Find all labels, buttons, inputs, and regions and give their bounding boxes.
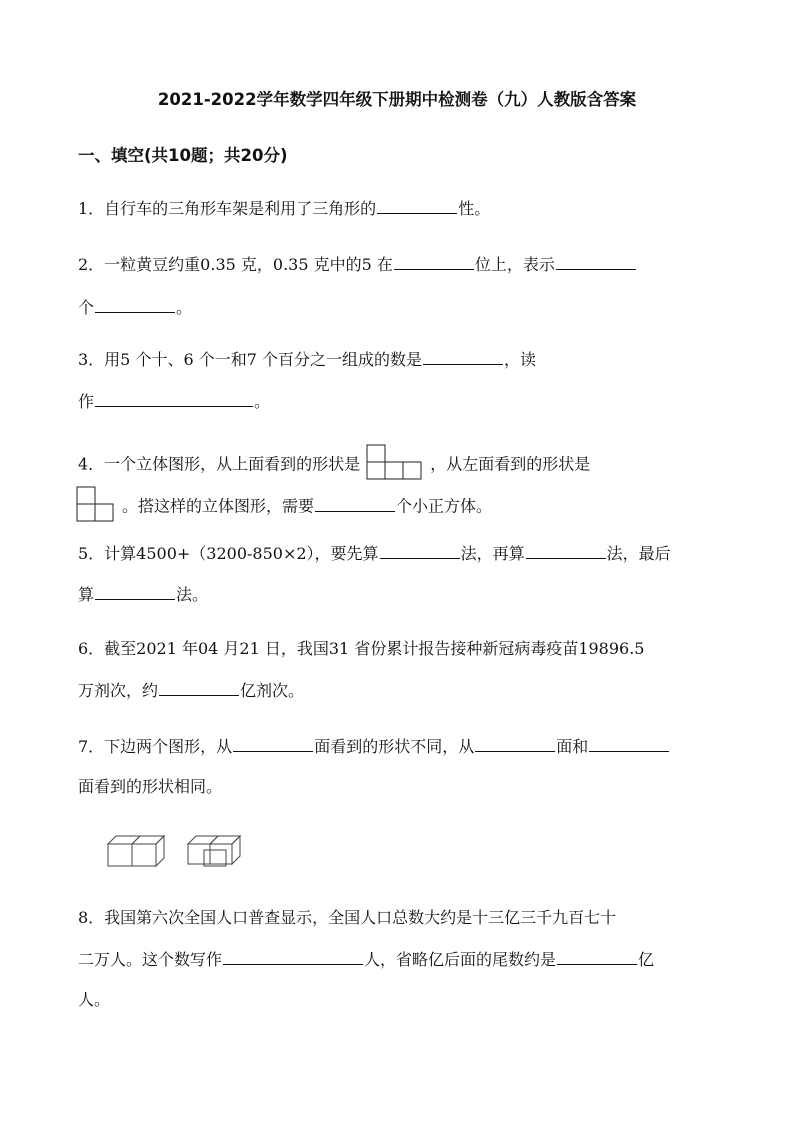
question-text: 算	[78, 585, 95, 604]
answer-blank[interactable]	[557, 948, 637, 965]
question-6-cont	[78, 679, 304, 701]
question-3-cont	[78, 390, 270, 412]
cube-figures	[106, 832, 246, 872]
question-text: 亿	[638, 950, 655, 969]
question-text: 。搭这样的立体图形，需要	[122, 496, 315, 516]
question-text: 7．下边两个图形，从	[78, 737, 233, 756]
top-view-figure	[366, 444, 424, 486]
question-text: 。	[176, 298, 193, 317]
answer-blank[interactable]	[423, 348, 503, 365]
page-title: 2021-2022学年数学四年级下册期中检测卷（九）人教版含答案	[157, 90, 637, 109]
answer-blank[interactable]	[380, 542, 460, 559]
question-text: 面和	[556, 737, 589, 756]
question-text: 个	[78, 298, 95, 317]
question-text: 个小正方体。	[396, 496, 493, 516]
question-text: 4．一个立体图形，从上面看到的形状是	[78, 454, 361, 474]
question-text: 1．自行车的三角形车架是利用了三角形的	[78, 199, 377, 218]
question-text: 万剂次，约	[78, 681, 159, 700]
answer-blank[interactable]	[377, 197, 457, 214]
answer-blank[interactable]	[95, 390, 253, 407]
question-text: 3．用5 个十、6 个一和7 个百分之一组成的数是	[78, 350, 422, 369]
question-text: ，读	[503, 350, 536, 369]
answer-blank[interactable]	[556, 253, 636, 270]
answer-blank[interactable]	[315, 495, 395, 512]
answer-blank[interactable]	[95, 296, 175, 313]
question-4	[78, 444, 591, 474]
answer-blank[interactable]	[589, 735, 669, 752]
left-view-figure	[76, 486, 116, 528]
question-text: 面看到的形状相同。	[78, 777, 223, 796]
question-text: 人。	[78, 990, 111, 1009]
question-7	[78, 735, 670, 757]
question-text: 5．计算4500+（3200-850×2），要先算	[78, 544, 379, 563]
answer-blank[interactable]	[95, 583, 175, 600]
question-text: 二万人。这个数写作	[78, 950, 223, 969]
question-5	[78, 542, 671, 564]
answer-blank[interactable]	[475, 735, 555, 752]
question-text: 面看到的形状不同，从	[314, 737, 475, 756]
question-7-cont	[78, 776, 222, 798]
question-1	[78, 197, 490, 219]
question-3	[78, 348, 536, 370]
question-2	[78, 253, 637, 275]
question-text: 。	[254, 392, 271, 411]
question-text: 8．我国第六次全国人口普查显示，全国人口总数大约是十三亿三千九百七十	[78, 908, 617, 927]
question-8	[78, 907, 616, 929]
question-text: 法，最后	[606, 544, 671, 563]
cube-figures-image	[106, 832, 246, 868]
question-text: 2．一粒黄豆约重0.35 克，0.35 克中的5 在	[78, 255, 393, 274]
question-text: 人，省略亿后面的尾数约是	[364, 950, 557, 969]
question-text: 6．截至2021 年04 月21 日，我国31 省份累计报告接种新冠病毒疫苗19896.5	[78, 639, 645, 658]
question-text: 作	[78, 392, 95, 411]
question-8-cont	[78, 948, 654, 970]
section-heading: 一、填空(共10题；共20分)	[78, 146, 288, 165]
answer-blank[interactable]	[394, 253, 474, 270]
answer-blank[interactable]	[223, 948, 363, 965]
question-8-end	[78, 989, 110, 1011]
question-text: 法。	[176, 585, 209, 604]
answer-blank[interactable]	[526, 542, 606, 559]
question-6	[78, 638, 645, 660]
answer-blank[interactable]	[233, 735, 313, 752]
question-text: 位上，表示	[474, 255, 555, 274]
question-text: ，从左面看到的形状是	[430, 454, 591, 474]
question-text: 法，再算	[460, 544, 525, 563]
question-2-cont	[78, 296, 192, 318]
question-5-cont	[78, 583, 208, 605]
answer-blank[interactable]	[159, 679, 239, 696]
question-4-cont	[76, 486, 493, 516]
question-text: 性。	[458, 199, 491, 218]
question-text: 亿剂次。	[240, 681, 305, 700]
